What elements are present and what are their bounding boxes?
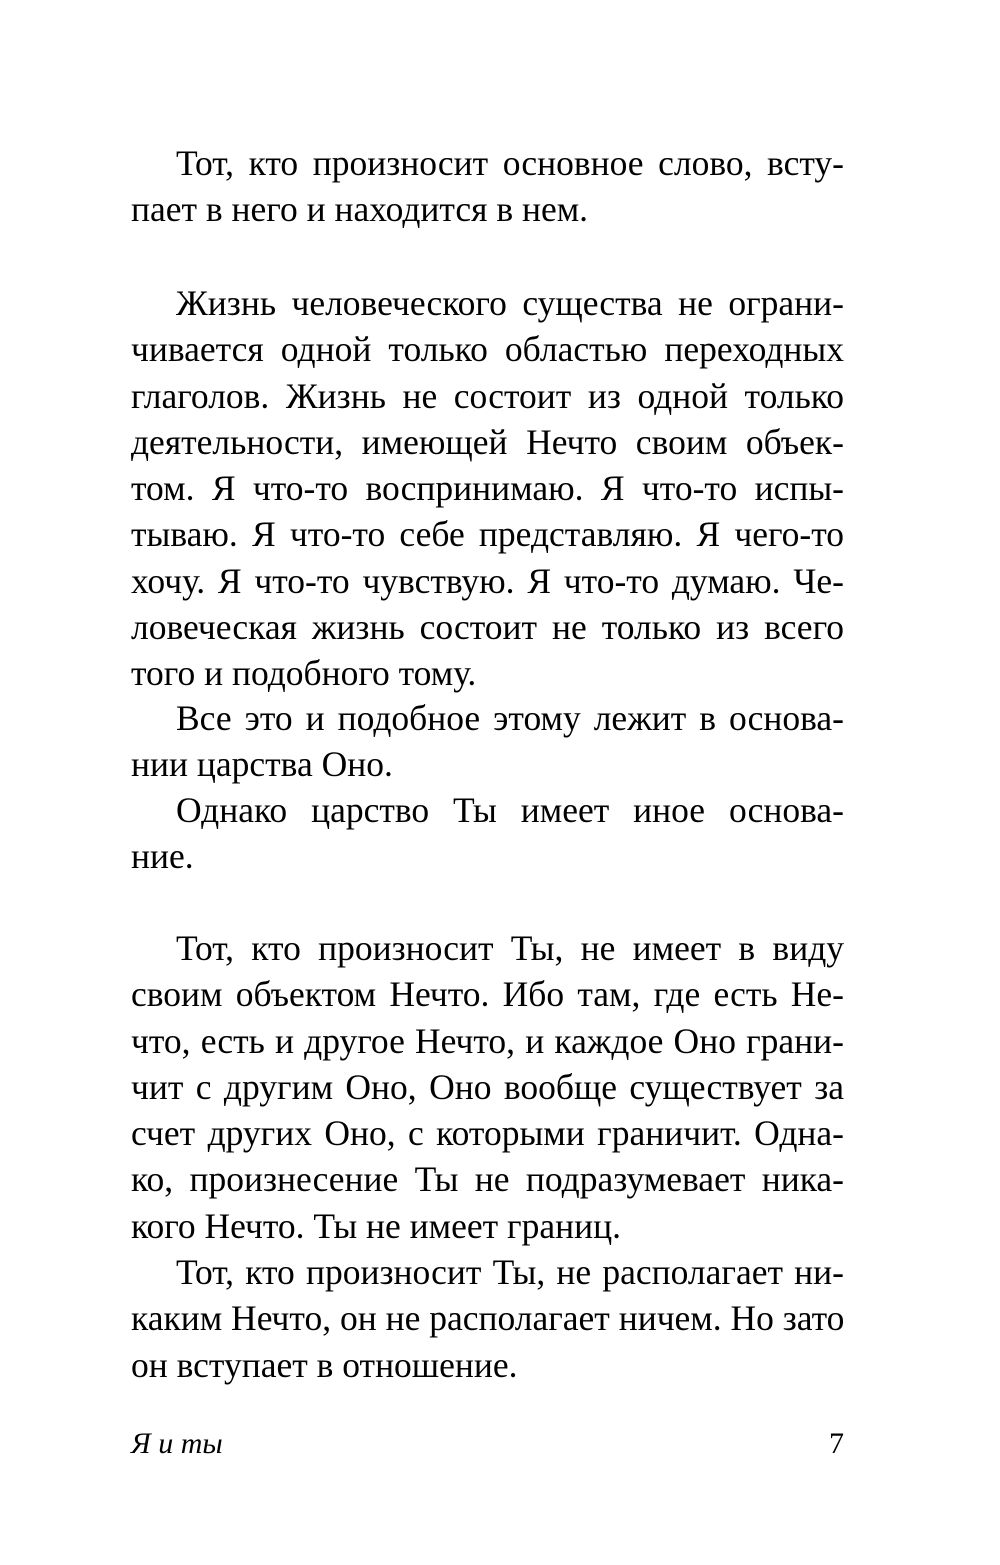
- text-line: нии царства Оно.: [131, 744, 393, 785]
- text-line: чит с другим Оно, Оно вообще существует за: [131, 1066, 844, 1107]
- text-line: том. Я что-то воспринимаю. Я что-то испы-: [131, 468, 844, 509]
- text-line: деятельности, имеющей Нечто своим объек-: [131, 421, 844, 462]
- text-line: Все это и подобное этому лежит в основа-: [176, 698, 844, 738]
- text-line: глаголов. Жизнь не состоит из одной только: [131, 375, 844, 416]
- text-line: Однако царство Ты имеет иное основа-: [176, 790, 844, 830]
- text-line: ко, произнесение Ты не подразумевает ника-: [131, 1159, 844, 1200]
- paragraph-6: [131, 1249, 844, 1388]
- text-line: своим объектом Нечто. Ибо там, где есть Не-: [131, 974, 844, 1015]
- page-number: 7: [829, 1427, 844, 1460]
- text-line: он вступает в отношение.: [131, 1344, 518, 1385]
- text-line: пает в него и находится в нем.: [131, 189, 589, 230]
- text-line: кого Нечто. Ты не имеет границ.: [131, 1205, 621, 1246]
- paragraph-1: [131, 140, 844, 233]
- text-line: Жизнь человеческого существа не ограни-: [176, 283, 844, 323]
- text-line: Тот, кто произносит основное слово, всту-: [176, 143, 844, 183]
- text-line: счет других Оно, с которыми граничит. Одна-: [131, 1113, 844, 1154]
- text-line: что, есть и другое Нечто, и каждое Оно грани-: [131, 1020, 844, 1061]
- text-line: Тот, кто произносит Ты, не располагает ни-: [176, 1252, 844, 1292]
- text-line: Тот, кто произносит Ты, не имеет в виду: [176, 928, 844, 968]
- text-line: хочу. Я что-то чувствую. Я что-то думаю. Че-: [131, 560, 844, 601]
- text-line: каким Нечто, он не располагает ничем. Но зато: [131, 1298, 845, 1339]
- text-line: ние.: [131, 836, 194, 877]
- text-line: тываю. Я что-то себе представляю. Я чего-то: [131, 514, 844, 555]
- text-line: того и подобного тому.: [131, 653, 477, 694]
- paragraph-2: [131, 280, 844, 697]
- paragraph-5: [131, 925, 844, 1249]
- paragraph-3: [131, 695, 844, 788]
- text-line: ловеческая жизнь состоит не только из всего: [131, 607, 844, 648]
- paragraph-4: [131, 787, 844, 880]
- text-line: чивается одной только областью переходных: [131, 329, 844, 370]
- running-footer-title: Я и ты: [131, 1427, 223, 1460]
